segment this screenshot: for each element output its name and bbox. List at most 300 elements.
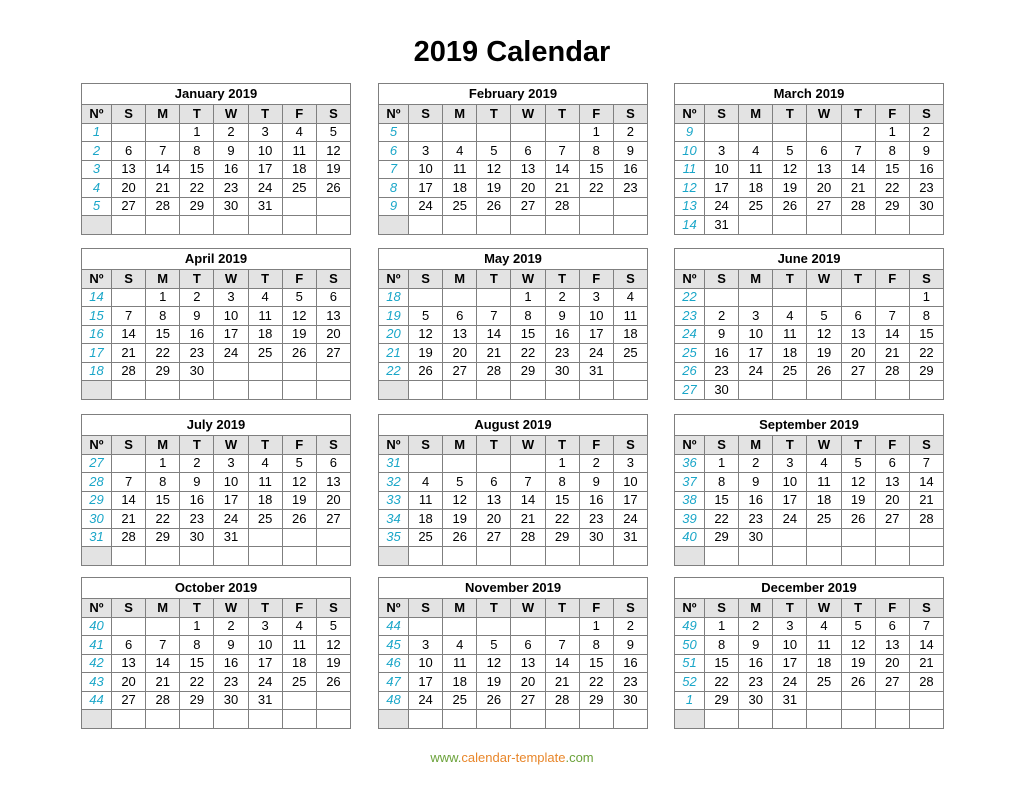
- day-cell: 18: [773, 344, 807, 363]
- day-cell: 8: [545, 473, 579, 492]
- day-cell: 10: [613, 473, 647, 492]
- day-cell: [773, 216, 807, 235]
- day-cell: 23: [705, 362, 739, 381]
- day-cell: 11: [248, 473, 282, 492]
- day-cell: 3: [579, 288, 613, 307]
- day-cell: 8: [705, 473, 739, 492]
- month-calendar: [674, 83, 944, 235]
- day-cell: [841, 528, 875, 547]
- weekday-header: S: [613, 599, 647, 618]
- day-cell: [146, 216, 180, 235]
- day-cell: [316, 216, 350, 235]
- day-cell: 26: [316, 673, 350, 692]
- day-cell: [511, 381, 545, 400]
- day-cell: 26: [841, 673, 875, 692]
- day-cell: [316, 528, 350, 547]
- day-cell: 20: [316, 491, 350, 510]
- day-cell: 11: [739, 160, 773, 179]
- week-number: 14: [82, 288, 112, 307]
- day-cell: 13: [316, 473, 350, 492]
- day-cell: [477, 710, 511, 729]
- weekday-header: S: [613, 105, 647, 124]
- day-cell: 28: [511, 528, 545, 547]
- week-row: [82, 216, 351, 235]
- day-cell: 5: [282, 288, 316, 307]
- day-cell: [316, 362, 350, 381]
- day-cell: 30: [545, 362, 579, 381]
- weekday-header: M: [443, 105, 477, 124]
- day-cell: 3: [613, 454, 647, 473]
- day-cell: 11: [443, 160, 477, 179]
- day-cell: 24: [248, 673, 282, 692]
- weekday-header: T: [773, 599, 807, 618]
- day-cell: 28: [841, 197, 875, 216]
- weekday-header: M: [739, 599, 773, 618]
- day-cell: [282, 381, 316, 400]
- day-cell: 16: [180, 325, 214, 344]
- day-cell: 2: [909, 123, 943, 142]
- day-cell: 23: [180, 510, 214, 529]
- week-number-header: Nº: [379, 599, 409, 618]
- day-cell: [705, 710, 739, 729]
- day-cell: 10: [579, 307, 613, 326]
- day-cell: 14: [477, 325, 511, 344]
- week-number: 35: [379, 528, 409, 547]
- day-cell: 23: [214, 179, 248, 198]
- month-title: August 2019: [379, 415, 648, 436]
- day-cell: 13: [875, 473, 909, 492]
- week-number: 9: [379, 197, 409, 216]
- week-number: [82, 381, 112, 400]
- day-cell: 12: [841, 473, 875, 492]
- week-row: [379, 179, 648, 198]
- day-cell: [409, 547, 443, 566]
- weekday-header: S: [705, 105, 739, 124]
- day-cell: 15: [579, 160, 613, 179]
- week-row: [675, 473, 944, 492]
- day-cell: 4: [248, 288, 282, 307]
- day-cell: 27: [112, 691, 146, 710]
- week-number: 1: [675, 691, 705, 710]
- day-cell: 13: [875, 636, 909, 655]
- day-cell: 4: [282, 123, 316, 142]
- day-cell: 10: [705, 160, 739, 179]
- day-cell: 4: [613, 288, 647, 307]
- day-cell: 12: [316, 636, 350, 655]
- day-cell: 15: [909, 325, 943, 344]
- day-cell: 22: [875, 179, 909, 198]
- day-cell: [112, 216, 146, 235]
- week-row: [82, 710, 351, 729]
- day-cell: 24: [705, 197, 739, 216]
- day-cell: 27: [316, 510, 350, 529]
- weekday-header: S: [112, 105, 146, 124]
- weekday-header: S: [613, 270, 647, 289]
- week-row: [82, 160, 351, 179]
- weekday-header: T: [248, 436, 282, 455]
- day-cell: 15: [579, 654, 613, 673]
- month-calendar: [674, 248, 944, 400]
- week-row: [675, 547, 944, 566]
- weekday-header: W: [214, 105, 248, 124]
- day-cell: [705, 547, 739, 566]
- day-cell: 8: [180, 142, 214, 161]
- day-cell: 1: [146, 454, 180, 473]
- day-cell: [316, 710, 350, 729]
- day-cell: 9: [909, 142, 943, 161]
- day-cell: 29: [705, 691, 739, 710]
- day-cell: 27: [841, 362, 875, 381]
- day-cell: 17: [248, 160, 282, 179]
- day-cell: 4: [807, 617, 841, 636]
- weekday-header: T: [545, 436, 579, 455]
- weekday-header: F: [875, 105, 909, 124]
- day-cell: 8: [705, 636, 739, 655]
- day-cell: [409, 710, 443, 729]
- day-cell: [807, 547, 841, 566]
- day-cell: [875, 528, 909, 547]
- week-row: [82, 288, 351, 307]
- day-cell: 29: [146, 362, 180, 381]
- day-cell: 5: [443, 473, 477, 492]
- day-cell: [248, 710, 282, 729]
- day-cell: 22: [909, 344, 943, 363]
- month-calendar: [81, 414, 351, 566]
- day-cell: 7: [545, 142, 579, 161]
- day-cell: 27: [807, 197, 841, 216]
- weekday-header: W: [214, 436, 248, 455]
- weekday-header: W: [807, 436, 841, 455]
- day-cell: 26: [477, 197, 511, 216]
- weekday-header: T: [180, 436, 214, 455]
- month-calendar: [81, 577, 351, 729]
- day-cell: 26: [409, 362, 443, 381]
- day-cell: 23: [739, 510, 773, 529]
- weekday-header: S: [316, 105, 350, 124]
- day-cell: 21: [545, 673, 579, 692]
- day-cell: [579, 381, 613, 400]
- day-cell: 9: [180, 473, 214, 492]
- day-cell: 20: [443, 344, 477, 363]
- week-number: 1: [82, 123, 112, 142]
- day-cell: 17: [579, 325, 613, 344]
- weekday-header: T: [545, 270, 579, 289]
- weekday-header: S: [909, 270, 943, 289]
- day-cell: [841, 381, 875, 400]
- week-row: [675, 160, 944, 179]
- day-cell: 11: [443, 654, 477, 673]
- day-cell: 24: [214, 510, 248, 529]
- week-number-header: Nº: [82, 599, 112, 618]
- day-cell: 2: [613, 123, 647, 142]
- weekday-header: T: [545, 105, 579, 124]
- day-cell: [112, 288, 146, 307]
- weekday-header: T: [477, 270, 511, 289]
- day-cell: 1: [875, 123, 909, 142]
- week-row: [379, 216, 648, 235]
- day-cell: 20: [477, 510, 511, 529]
- week-number-header: Nº: [379, 105, 409, 124]
- day-cell: 28: [146, 691, 180, 710]
- week-number: [379, 547, 409, 566]
- day-cell: 3: [739, 307, 773, 326]
- day-cell: 2: [739, 617, 773, 636]
- week-number: [675, 710, 705, 729]
- day-cell: 9: [579, 473, 613, 492]
- day-cell: 26: [282, 344, 316, 363]
- day-cell: [841, 288, 875, 307]
- day-cell: 12: [477, 654, 511, 673]
- day-cell: 13: [841, 325, 875, 344]
- week-number: 17: [82, 344, 112, 363]
- day-cell: 25: [409, 528, 443, 547]
- weekday-header: T: [841, 105, 875, 124]
- day-cell: 18: [282, 160, 316, 179]
- week-number: [82, 710, 112, 729]
- day-cell: 21: [545, 179, 579, 198]
- day-cell: 15: [511, 325, 545, 344]
- day-cell: 5: [773, 142, 807, 161]
- day-cell: 13: [443, 325, 477, 344]
- day-cell: 2: [579, 454, 613, 473]
- day-cell: [443, 454, 477, 473]
- day-cell: 4: [773, 307, 807, 326]
- week-number: 8: [379, 179, 409, 198]
- week-row: [379, 325, 648, 344]
- day-cell: [545, 710, 579, 729]
- day-cell: 23: [579, 510, 613, 529]
- day-cell: 14: [112, 491, 146, 510]
- week-row: [82, 454, 351, 473]
- day-cell: [112, 617, 146, 636]
- week-row: [675, 617, 944, 636]
- week-number: 19: [379, 307, 409, 326]
- day-cell: 4: [739, 142, 773, 161]
- day-cell: 14: [511, 491, 545, 510]
- week-number: 22: [675, 288, 705, 307]
- footer-url-suffix: .com: [565, 750, 594, 765]
- day-cell: 13: [112, 160, 146, 179]
- day-cell: 30: [180, 528, 214, 547]
- day-cell: 6: [477, 473, 511, 492]
- week-row: [82, 636, 351, 655]
- day-cell: [409, 288, 443, 307]
- day-cell: 24: [773, 673, 807, 692]
- day-cell: 17: [409, 673, 443, 692]
- day-cell: [511, 617, 545, 636]
- week-row: [675, 491, 944, 510]
- weekday-header: T: [773, 436, 807, 455]
- day-cell: 14: [909, 636, 943, 655]
- month-title: October 2019: [82, 578, 351, 599]
- day-cell: [282, 691, 316, 710]
- day-cell: 11: [613, 307, 647, 326]
- day-cell: 2: [214, 123, 248, 142]
- day-cell: 26: [841, 510, 875, 529]
- day-cell: 21: [146, 179, 180, 198]
- day-cell: 19: [841, 491, 875, 510]
- footer-url[interactable]: [0, 750, 1024, 765]
- day-cell: [477, 216, 511, 235]
- weekday-header: S: [705, 599, 739, 618]
- day-cell: 15: [146, 325, 180, 344]
- day-cell: 1: [180, 123, 214, 142]
- day-cell: [282, 547, 316, 566]
- week-number: 4: [82, 179, 112, 198]
- day-cell: [443, 288, 477, 307]
- day-cell: 9: [214, 142, 248, 161]
- month-title: February 2019: [379, 84, 648, 105]
- month-calendar: [378, 577, 648, 729]
- week-number-header: Nº: [675, 599, 705, 618]
- day-cell: 21: [112, 510, 146, 529]
- week-number-header: Nº: [675, 436, 705, 455]
- week-row: [82, 528, 351, 547]
- day-cell: [739, 216, 773, 235]
- weekday-header: F: [579, 270, 613, 289]
- weekday-header: S: [409, 436, 443, 455]
- week-row: [675, 673, 944, 692]
- day-cell: [511, 216, 545, 235]
- week-row: [675, 454, 944, 473]
- week-number: 30: [82, 510, 112, 529]
- day-cell: [316, 381, 350, 400]
- day-cell: [909, 381, 943, 400]
- day-cell: [773, 123, 807, 142]
- weekday-header: W: [511, 270, 545, 289]
- month-title: December 2019: [675, 578, 944, 599]
- day-cell: 26: [477, 691, 511, 710]
- weekday-header: S: [909, 436, 943, 455]
- day-cell: 12: [773, 160, 807, 179]
- week-number: 31: [82, 528, 112, 547]
- day-cell: 5: [477, 142, 511, 161]
- weekday-header: M: [739, 436, 773, 455]
- day-cell: [409, 216, 443, 235]
- day-cell: 19: [316, 160, 350, 179]
- day-cell: 19: [443, 510, 477, 529]
- day-cell: [248, 381, 282, 400]
- week-row: [82, 123, 351, 142]
- day-cell: 1: [705, 617, 739, 636]
- day-cell: 24: [613, 510, 647, 529]
- week-number: 5: [379, 123, 409, 142]
- day-cell: [613, 710, 647, 729]
- day-cell: 25: [613, 344, 647, 363]
- month-title: June 2019: [675, 249, 944, 270]
- day-cell: 15: [545, 491, 579, 510]
- day-cell: [807, 288, 841, 307]
- day-cell: 30: [909, 197, 943, 216]
- day-cell: 10: [773, 473, 807, 492]
- day-cell: 3: [773, 617, 807, 636]
- day-cell: 1: [545, 454, 579, 473]
- day-cell: 31: [214, 528, 248, 547]
- weekday-header: M: [443, 436, 477, 455]
- day-cell: 4: [807, 454, 841, 473]
- day-cell: 1: [705, 454, 739, 473]
- weekday-header: S: [316, 270, 350, 289]
- week-row: [675, 691, 944, 710]
- weekday-header: F: [282, 105, 316, 124]
- day-cell: 30: [214, 197, 248, 216]
- day-cell: 2: [180, 288, 214, 307]
- week-row: [675, 288, 944, 307]
- day-cell: 23: [545, 344, 579, 363]
- day-cell: [511, 123, 545, 142]
- weekday-header: T: [841, 599, 875, 618]
- day-cell: 9: [613, 142, 647, 161]
- day-cell: 7: [112, 307, 146, 326]
- day-cell: 28: [909, 510, 943, 529]
- day-cell: 12: [282, 473, 316, 492]
- day-cell: [545, 617, 579, 636]
- day-cell: [180, 710, 214, 729]
- week-number: 49: [675, 617, 705, 636]
- day-cell: [773, 547, 807, 566]
- day-cell: 12: [316, 142, 350, 161]
- day-cell: [545, 547, 579, 566]
- day-cell: 9: [613, 636, 647, 655]
- day-cell: 24: [409, 691, 443, 710]
- weekday-header: M: [146, 270, 180, 289]
- day-cell: 22: [705, 673, 739, 692]
- day-cell: 21: [875, 344, 909, 363]
- day-cell: 1: [180, 617, 214, 636]
- day-cell: 22: [511, 344, 545, 363]
- day-cell: [214, 362, 248, 381]
- day-cell: 10: [214, 473, 248, 492]
- day-cell: 23: [909, 179, 943, 198]
- week-number: 43: [82, 673, 112, 692]
- day-cell: [511, 547, 545, 566]
- week-number: 24: [675, 325, 705, 344]
- day-cell: 9: [739, 636, 773, 655]
- day-cell: 9: [180, 307, 214, 326]
- day-cell: 25: [443, 691, 477, 710]
- week-number: 10: [675, 142, 705, 161]
- day-cell: 7: [545, 636, 579, 655]
- weekday-header: M: [739, 105, 773, 124]
- day-cell: [443, 617, 477, 636]
- day-cell: 12: [807, 325, 841, 344]
- week-row: [82, 673, 351, 692]
- weekday-header: T: [841, 270, 875, 289]
- week-row: [82, 491, 351, 510]
- day-cell: 27: [112, 197, 146, 216]
- week-number-header: Nº: [82, 105, 112, 124]
- day-cell: 21: [477, 344, 511, 363]
- week-number-header: Nº: [675, 105, 705, 124]
- day-cell: 28: [477, 362, 511, 381]
- week-number: 34: [379, 510, 409, 529]
- day-cell: [282, 710, 316, 729]
- day-cell: 2: [705, 307, 739, 326]
- day-cell: 11: [282, 142, 316, 161]
- day-cell: [443, 381, 477, 400]
- day-cell: [875, 288, 909, 307]
- day-cell: 23: [739, 673, 773, 692]
- day-cell: 2: [180, 454, 214, 473]
- week-row: [379, 473, 648, 492]
- weekday-header: W: [807, 599, 841, 618]
- day-cell: 24: [739, 362, 773, 381]
- day-cell: 24: [409, 197, 443, 216]
- day-cell: 10: [739, 325, 773, 344]
- day-cell: [545, 216, 579, 235]
- day-cell: 27: [875, 673, 909, 692]
- day-cell: 25: [807, 673, 841, 692]
